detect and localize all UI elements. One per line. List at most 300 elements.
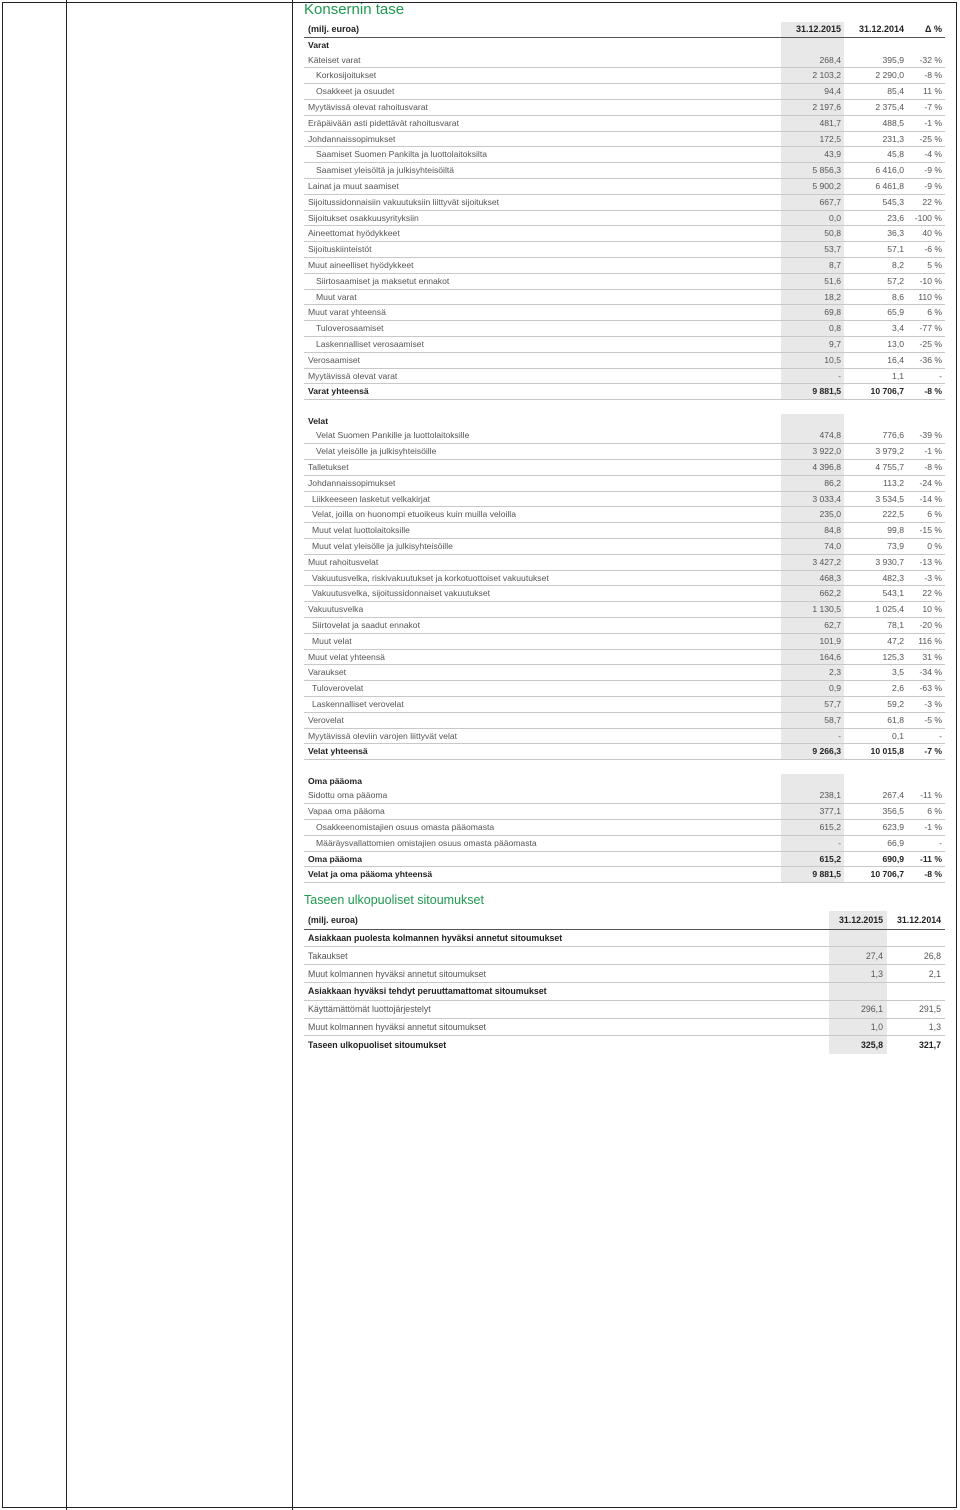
change-percent: -13 % [907, 554, 945, 570]
change-percent: -8 % [907, 68, 945, 84]
change-percent: -20 % [907, 617, 945, 633]
value-2015: 268,4 [781, 53, 844, 68]
value-2015: 3 922,0 [781, 444, 844, 460]
change-percent: -8 % [907, 460, 945, 476]
value-2015: 1 130,5 [781, 602, 844, 618]
change-percent: -100 % [907, 210, 945, 226]
unit-label: (milj. euroa) [304, 911, 829, 929]
change-percent [907, 774, 945, 789]
row-label: Muut velat yhteensä [304, 649, 781, 665]
value-2015: 62,7 [781, 617, 844, 633]
total-row [304, 851, 945, 867]
row-label: Siirtosaamiset ja maksetut ennakot [304, 273, 781, 289]
frame-divider [66, 0, 67, 1510]
row-label: Velat [308, 415, 329, 426]
value-2014: 3,5 [844, 665, 907, 681]
value-2015: 74,0 [781, 539, 844, 555]
value-2015: 235,0 [781, 507, 844, 523]
change-percent: - [907, 835, 945, 851]
table-row [304, 178, 945, 194]
change-percent: -32 % [907, 53, 945, 68]
row-label: Takaukset [304, 947, 829, 965]
value-2014: 59,2 [844, 696, 907, 712]
row-label: Korkosijoitukset [304, 68, 781, 84]
value-2014: 57,1 [844, 242, 907, 258]
value-2015: 101,9 [781, 633, 844, 649]
row-label: Velat yhteensä [304, 744, 781, 760]
section-heading-row [304, 414, 945, 429]
change-percent: -15 % [907, 523, 945, 539]
row-label: Liikkeeseen lasketut velkakirjat [304, 491, 781, 507]
value-2015: 615,2 [781, 820, 844, 836]
table-row [304, 712, 945, 728]
change-percent: 116 % [907, 633, 945, 649]
row-label: Määräysvallattomien omistajien osuus omasta pääomasta [304, 835, 781, 851]
row-label: Myytävissä olevat varat [304, 368, 781, 384]
table-row [304, 681, 945, 697]
row-label: Käyttämättömät luottojärjestelyt [304, 1000, 829, 1018]
table-row [304, 507, 945, 523]
table-row [304, 84, 945, 100]
table-row [304, 147, 945, 163]
change-percent: -3 % [907, 570, 945, 586]
change-percent: -34 % [907, 665, 945, 681]
spacer-cell [844, 400, 907, 414]
row-label: Vapaa oma pääoma [304, 804, 781, 820]
table-row [304, 820, 945, 836]
document-content [304, 0, 948, 1054]
row-label: Saamiset yleisöltä ja julkisyhteisöiltä [304, 163, 781, 179]
row-label: Varat [308, 39, 330, 50]
row-label: Tuloverosaamiset [304, 321, 781, 337]
value-2014: 1,3 [887, 1018, 945, 1036]
table-row [304, 835, 945, 851]
spacer-row [304, 760, 945, 774]
change-percent: 40 % [907, 226, 945, 242]
spacer-cell [844, 760, 907, 774]
row-label: Velat ja oma pääoma yhteensä [304, 867, 781, 883]
value-2014: 85,4 [844, 84, 907, 100]
value-2014: 776,6 [844, 428, 907, 443]
table-header [304, 22, 945, 37]
change-percent: -7 % [907, 99, 945, 115]
value-2014 [844, 774, 907, 789]
total-row [304, 744, 945, 760]
value-2015: 2 103,2 [781, 68, 844, 84]
value-2014: 113,2 [844, 475, 907, 491]
value-2014 [887, 929, 945, 947]
row-label: Myytävissä oleviin varojen liittyvät velat [304, 728, 781, 744]
frame-divider [292, 0, 293, 1510]
change-percent [907, 37, 945, 52]
value-2015: 5 900,2 [781, 178, 844, 194]
value-2015: 0,9 [781, 681, 844, 697]
change-percent [907, 414, 945, 429]
section-heading-row [304, 982, 945, 1000]
change-percent: 6 % [907, 507, 945, 523]
value-2015: - [781, 728, 844, 744]
row-label: Verosaamiset [304, 352, 781, 368]
value-2014: 66,9 [844, 835, 907, 851]
change-percent: -3 % [907, 696, 945, 712]
table-row [304, 53, 945, 68]
value-2014 [844, 37, 907, 52]
value-2014: 1,1 [844, 368, 907, 384]
value-2014: 291,5 [887, 1000, 945, 1018]
value-2015: 69,8 [781, 305, 844, 321]
table-row [304, 242, 945, 258]
value-2015: 2 197,6 [781, 99, 844, 115]
spacer-row [304, 400, 945, 414]
row-label: Vakuutusvelka, sijoitussidonnaiset vakuutukset [304, 586, 781, 602]
row-label: Muut varat [304, 289, 781, 305]
change-percent: -9 % [907, 163, 945, 179]
value-2015: 10,5 [781, 352, 844, 368]
value-2015: 0,0 [781, 210, 844, 226]
balance-sheet-table [304, 22, 945, 883]
row-label: Asiakkaan puolesta kolmannen hyväksi annetut sitoumukset [304, 929, 829, 947]
change-percent: 5 % [907, 257, 945, 273]
value-2015: 667,7 [781, 194, 844, 210]
value-2014: 3 930,7 [844, 554, 907, 570]
table-row [304, 539, 945, 555]
row-label: Vakuutusvelka, riskivakuutukset ja korkotuottoiset vakuutukset [304, 570, 781, 586]
row-label: Aineettomat hyödykkeet [304, 226, 781, 242]
value-2015: 615,2 [781, 851, 844, 867]
change-percent: -4 % [907, 147, 945, 163]
change-percent: -25 % [907, 336, 945, 352]
spacer-cell [781, 760, 844, 774]
value-2014: 2,1 [887, 965, 945, 983]
table-row [304, 321, 945, 337]
change-percent: -24 % [907, 475, 945, 491]
value-2015: 9,7 [781, 336, 844, 352]
value-2014: 8,2 [844, 257, 907, 273]
table-row [304, 523, 945, 539]
value-2014: 1 025,4 [844, 602, 907, 618]
row-label: Sidottu oma pääoma [304, 788, 781, 803]
value-2014: 482,3 [844, 570, 907, 586]
value-2014: 47,2 [844, 633, 907, 649]
change-percent: 22 % [907, 586, 945, 602]
table-row [304, 226, 945, 242]
table-row [304, 617, 945, 633]
value-2015: 94,4 [781, 84, 844, 100]
row-label: Johdannaissopimukset [304, 475, 781, 491]
value-2015: 325,8 [829, 1036, 887, 1054]
row-label: Oma pääoma [308, 775, 362, 786]
row-label: Tuloverovelat [304, 681, 781, 697]
value-2015: 2,3 [781, 665, 844, 681]
row-label: Sijoituskiinteistöt [304, 242, 781, 258]
row-label: Asiakkaan hyväksi tehdyt peruuttamattomat sitoumukset [304, 982, 829, 1000]
table-row [304, 352, 945, 368]
value-2014: 45,8 [844, 147, 907, 163]
row-label: Muut rahoitusvelat [304, 554, 781, 570]
table-row [304, 1000, 945, 1018]
table-row [304, 649, 945, 665]
value-2014: 78,1 [844, 617, 907, 633]
value-2014: 16,4 [844, 352, 907, 368]
value-2015 [781, 414, 844, 429]
unit-label: (milj. euroa) [304, 22, 781, 37]
table-row [304, 336, 945, 352]
value-2014: 57,2 [844, 273, 907, 289]
table-header [304, 911, 945, 929]
table-row [304, 788, 945, 803]
table-row [304, 570, 945, 586]
value-2015: 9 266,3 [781, 744, 844, 760]
col-2014-header: 31.12.2014 [844, 22, 907, 37]
value-2014: 10 015,8 [844, 744, 907, 760]
value-2015 [781, 37, 844, 52]
row-label: Saamiset Suomen Pankilta ja luottolaitoksilta [304, 147, 781, 163]
spacer-cell [907, 400, 945, 414]
value-2015: 296,1 [829, 1000, 887, 1018]
row-label: Verovelat [304, 712, 781, 728]
spacer-cell [304, 760, 781, 774]
table-row [304, 460, 945, 476]
value-2014: 321,7 [918, 1039, 941, 1050]
total-row [304, 1036, 945, 1054]
table-row [304, 163, 945, 179]
value-2015 [781, 774, 844, 789]
table-row [304, 257, 945, 273]
value-2014: 73,9 [844, 539, 907, 555]
value-2015: 27,4 [829, 947, 887, 965]
row-label: Muut kolmannen hyväksi annetut sitoumukset [304, 1018, 829, 1036]
value-2015: 3 427,2 [781, 554, 844, 570]
change-percent: -77 % [907, 321, 945, 337]
value-2015: 1,3 [829, 965, 887, 983]
row-label: Osakkeenomistajien osuus omasta pääomasta [304, 820, 781, 836]
value-2014: 356,5 [844, 804, 907, 820]
value-2014: 2,6 [844, 681, 907, 697]
value-2015 [829, 982, 887, 1000]
value-2014: 267,4 [844, 788, 907, 803]
row-label: Velat, joilla on huonompi etuoikeus kuin muilla veloilla [304, 507, 781, 523]
table-row [304, 602, 945, 618]
table-row [304, 475, 945, 491]
off-balance-title: Taseen ulkopuoliset sitoumukset [304, 893, 484, 908]
value-2014: 543,1 [844, 586, 907, 602]
value-2014: 10 706,7 [844, 384, 907, 400]
change-percent: -39 % [907, 428, 945, 443]
value-2014: 26,8 [887, 947, 945, 965]
row-label: Sijoitussidonnaisiin vakuutuksiin liittyvät sijoitukset [304, 194, 781, 210]
change-percent: -63 % [907, 681, 945, 697]
table-row [304, 947, 945, 965]
value-2015: 1,0 [829, 1018, 887, 1036]
row-label: Velat Suomen Pankille ja luottolaitoksille [304, 428, 781, 443]
table-row [304, 804, 945, 820]
row-label: Muut aineelliset hyödykkeet [304, 257, 781, 273]
value-2015: 164,6 [781, 649, 844, 665]
value-2014: 690,9 [844, 851, 907, 867]
value-2014: 36,3 [844, 226, 907, 242]
table-row [304, 131, 945, 147]
row-label: Muut velat [304, 633, 781, 649]
change-percent: -25 % [907, 131, 945, 147]
value-2015: 9 881,5 [781, 867, 844, 883]
row-label: Varaukset [304, 665, 781, 681]
value-2015: 9 881,5 [781, 384, 844, 400]
value-2015: 86,2 [781, 475, 844, 491]
change-percent: -8 % [907, 384, 945, 400]
table-row [304, 586, 945, 602]
section-heading-row [304, 37, 945, 52]
value-2014: 99,8 [844, 523, 907, 539]
table-row [304, 491, 945, 507]
table-row [304, 305, 945, 321]
table-row [304, 728, 945, 744]
spacer-cell [907, 760, 945, 774]
row-label: Vakuutusvelka [304, 602, 781, 618]
table-row [304, 444, 945, 460]
row-label: Velat yleisölle ja julkisyhteisöille [304, 444, 781, 460]
table-row [304, 965, 945, 983]
col-change-header: Δ % [907, 22, 945, 37]
change-percent: -5 % [907, 712, 945, 728]
value-2014: 545,3 [844, 194, 907, 210]
row-label: Sijoitukset osakkuusyrityksiin [304, 210, 781, 226]
value-2014: 3 534,5 [844, 491, 907, 507]
value-2014: 6 416,0 [844, 163, 907, 179]
value-2014: 10 706,7 [844, 867, 907, 883]
value-2015: 53,7 [781, 242, 844, 258]
value-2015: 238,1 [781, 788, 844, 803]
value-2014 [844, 414, 907, 429]
value-2015: 4 396,8 [781, 460, 844, 476]
change-percent: -6 % [907, 242, 945, 258]
value-2015: 8,7 [781, 257, 844, 273]
table-row [304, 696, 945, 712]
total-row [304, 384, 945, 400]
row-label: Muut kolmannen hyväksi annetut sitoumukset [304, 965, 829, 983]
col-2015-header: 31.12.2015 [829, 911, 887, 929]
change-percent: -7 % [907, 744, 945, 760]
value-2015: 662,2 [781, 586, 844, 602]
spacer-cell [781, 400, 844, 414]
value-2014: 0,1 [844, 728, 907, 744]
row-label: Taseen ulkopuoliset sitoumukset [308, 1039, 447, 1050]
change-percent: 110 % [907, 289, 945, 305]
change-percent: 31 % [907, 649, 945, 665]
change-percent: -11 % [907, 788, 945, 803]
balance-sheet-title: Konsernin tase [304, 1, 405, 18]
value-2015: - [781, 368, 844, 384]
value-2015: 5 856,3 [781, 163, 844, 179]
row-label: Talletukset [304, 460, 781, 476]
change-percent: -1 % [907, 115, 945, 131]
value-2014: 3 979,2 [844, 444, 907, 460]
section-heading-row [304, 929, 945, 947]
value-2014: 13,0 [844, 336, 907, 352]
value-2015: 50,8 [781, 226, 844, 242]
value-2014 [887, 982, 945, 1000]
row-label: Johdannaissopimukset [304, 131, 781, 147]
total-row [304, 867, 945, 883]
change-percent: 10 % [907, 602, 945, 618]
table-row [304, 68, 945, 84]
value-2014: 623,9 [844, 820, 907, 836]
row-label: Laskennalliset verovelat [304, 696, 781, 712]
row-label: Varat yhteensä [304, 384, 781, 400]
value-2015: 468,3 [781, 570, 844, 586]
change-percent: -10 % [907, 273, 945, 289]
change-percent: -9 % [907, 178, 945, 194]
value-2015: 43,9 [781, 147, 844, 163]
row-label: Muut velat yleisölle ja julkisyhteisöille [304, 539, 781, 555]
row-label: Käteiset varat [304, 53, 781, 68]
value-2014: 488,5 [844, 115, 907, 131]
value-2015: 3 033,4 [781, 491, 844, 507]
table-row [304, 665, 945, 681]
table-row [304, 194, 945, 210]
row-label: Myytävissä olevat rahoitusvarat [304, 99, 781, 115]
value-2015: 0,8 [781, 321, 844, 337]
row-label: Lainat ja muut saamiset [304, 178, 781, 194]
change-percent: 6 % [907, 804, 945, 820]
value-2015: 57,7 [781, 696, 844, 712]
value-2014: 231,3 [844, 131, 907, 147]
table-row [304, 368, 945, 384]
table-row [304, 633, 945, 649]
col-2015-header: 31.12.2015 [781, 22, 844, 37]
row-label: Siirtovelat ja saadut ennakot [304, 617, 781, 633]
change-percent: - [907, 368, 945, 384]
change-percent: -14 % [907, 491, 945, 507]
row-label: Laskennalliset verosaamiset [304, 336, 781, 352]
value-2014: 3,4 [844, 321, 907, 337]
row-label: Muut varat yhteensä [304, 305, 781, 321]
value-2014: 65,9 [844, 305, 907, 321]
change-percent: 22 % [907, 194, 945, 210]
value-2014: 2 290,0 [844, 68, 907, 84]
change-percent: - [907, 728, 945, 744]
change-percent: -1 % [907, 444, 945, 460]
value-2014: 2 375,4 [844, 99, 907, 115]
value-2014: 23,6 [844, 210, 907, 226]
change-percent: 11 % [907, 84, 945, 100]
off-balance-table [304, 911, 945, 1053]
row-label: Eräpäivään asti pidettävät rahoitusvarat [304, 115, 781, 131]
change-percent: -11 % [907, 851, 945, 867]
table-row [304, 115, 945, 131]
value-2014: 4 755,7 [844, 460, 907, 476]
row-label: Muut velat luottolaitoksille [304, 523, 781, 539]
section-heading-row [304, 774, 945, 789]
value-2014: 395,9 [844, 53, 907, 68]
value-2015: 51,6 [781, 273, 844, 289]
value-2015: 172,5 [781, 131, 844, 147]
table-row [304, 210, 945, 226]
change-percent: -36 % [907, 352, 945, 368]
value-2015: - [781, 835, 844, 851]
col-2014-header: 31.12.2014 [887, 911, 945, 929]
table-row [304, 273, 945, 289]
value-2015 [829, 929, 887, 947]
value-2014: 6 461,8 [844, 178, 907, 194]
value-2015: 18,2 [781, 289, 844, 305]
value-2014: 61,8 [844, 712, 907, 728]
row-label: Osakkeet ja osuudet [304, 84, 781, 100]
row-label: Oma pääoma [304, 851, 781, 867]
value-2015: 84,8 [781, 523, 844, 539]
value-2014: 222,5 [844, 507, 907, 523]
spacer-cell [304, 400, 781, 414]
change-percent: 0 % [907, 539, 945, 555]
